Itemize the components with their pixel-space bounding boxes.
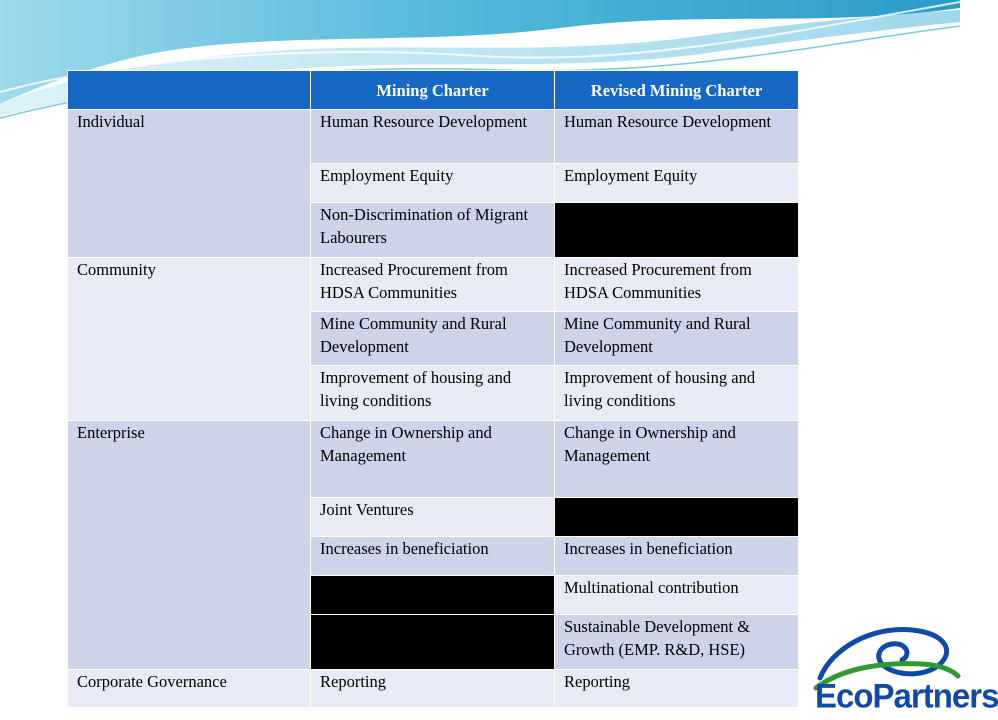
- revised-cell: Sustainable Development & Growth (EMP. R&D, HSE): [555, 615, 799, 670]
- mining-cell-blank: [311, 576, 555, 615]
- header-mining-charter: Mining Charter: [311, 71, 555, 110]
- header-revised-mining-charter: Revised Mining Charter: [555, 71, 799, 110]
- table-row: [68, 670, 799, 708]
- mining-cell: Increased Procurement from HDSA Communities: [311, 258, 555, 312]
- mining-cell: Increases in beneficiation: [311, 537, 555, 576]
- mining-cell: Change in Ownership and Management: [311, 421, 555, 498]
- revised-cell: Change in Ownership and Management: [555, 421, 799, 498]
- category-community: Community: [68, 258, 311, 421]
- table-row: [68, 421, 799, 498]
- mining-cell: Joint Ventures: [311, 498, 555, 537]
- mining-cell: Reporting: [311, 670, 555, 708]
- mining-cell: Employment Equity: [311, 164, 555, 203]
- revised-cell: Mine Community and Rural Development: [555, 312, 799, 366]
- revised-cell: Reporting: [555, 670, 799, 708]
- revised-cell: Improvement of housing and living conditions: [555, 366, 799, 421]
- category-enterprise: Enterprise: [68, 421, 311, 670]
- revised-cell: Increases in beneficiation: [555, 537, 799, 576]
- revised-cell: Multinational contribution: [555, 576, 799, 615]
- revised-cell-blank: [555, 498, 799, 537]
- category-individual: Individual: [68, 110, 311, 258]
- mining-charter-table: [67, 70, 799, 708]
- revised-cell: Employment Equity: [555, 164, 799, 203]
- ecopartners-logo-text: EcoPartners: [815, 676, 998, 715]
- table-row: [68, 110, 799, 164]
- mining-cell-blank: [311, 615, 555, 670]
- revised-cell-blank: [555, 203, 799, 258]
- revised-cell: Increased Procurement from HDSA Communities: [555, 258, 799, 312]
- mining-cell: Human Resource Development: [311, 110, 555, 164]
- mining-cell: Mine Community and Rural Development: [311, 312, 555, 366]
- mining-cell: Non-Discrimination of Migrant Labourers: [311, 203, 555, 258]
- revised-cell: Human Resource Development: [555, 110, 799, 164]
- header-empty: [68, 71, 311, 110]
- table-row: [68, 258, 799, 312]
- table-header-row: [68, 71, 799, 110]
- category-corporate-governance: Corporate Governance: [68, 670, 311, 708]
- mining-cell: Improvement of housing and living conditions: [311, 366, 555, 421]
